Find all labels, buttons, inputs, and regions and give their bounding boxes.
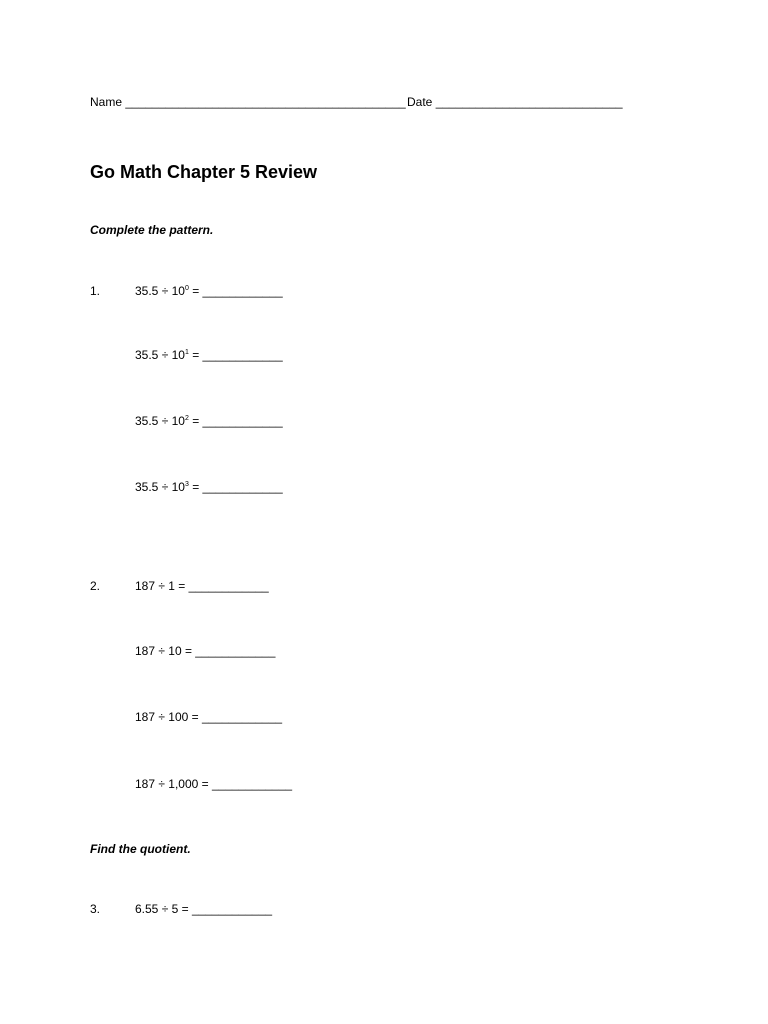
problem-1-line-3[interactable] (135, 414, 283, 428)
answer-blank[interactable]: = ____________ (188, 348, 283, 362)
name-label: Name (90, 95, 123, 109)
answer-blank[interactable]: = ____________ (188, 480, 283, 494)
expression-base: 35.5 ÷ 10 (135, 414, 185, 428)
problem-number-1: 1. (90, 284, 101, 298)
section-instruction-quotient: Find the quotient. (90, 842, 191, 856)
name-field[interactable] (90, 95, 406, 109)
answer-blank[interactable]: = ____________ (188, 414, 283, 428)
problem-1-line-1[interactable] (135, 284, 283, 298)
date-label: Date (407, 95, 433, 109)
section-instruction-pattern: Complete the pattern. (90, 223, 214, 237)
exponent: 0 (184, 285, 189, 292)
problem-2-line-1[interactable]: 187 ÷ 1 = ____________ (135, 579, 269, 593)
problem-3-line-1[interactable]: 6.55 ÷ 5 = ____________ (135, 902, 273, 916)
problem-2-line-4[interactable]: 187 ÷ 1,000 = ____________ (135, 777, 293, 791)
problem-1-line-4[interactable] (135, 480, 283, 494)
problem-number-3: 3. (90, 902, 101, 916)
expression-base: 35.5 ÷ 10 (135, 284, 185, 298)
expression-base: 35.5 ÷ 10 (135, 348, 185, 362)
page-title: Go Math Chapter 5 Review (90, 162, 318, 182)
problem-number-2: 2. (90, 579, 101, 593)
problem-2-line-2[interactable]: 187 ÷ 10 = ____________ (135, 644, 276, 658)
exponent: 2 (184, 415, 189, 422)
date-field[interactable] (407, 95, 623, 109)
problem-1-line-2[interactable] (135, 348, 283, 362)
answer-blank[interactable]: = ____________ (188, 284, 283, 298)
expression-base: 35.5 ÷ 10 (135, 480, 185, 494)
date-line[interactable]: ____________________________ (435, 95, 623, 109)
exponent: 1 (184, 349, 189, 356)
problem-2-line-3[interactable]: 187 ÷ 100 = ____________ (135, 710, 283, 724)
name-line[interactable]: __________________________________________ (125, 95, 406, 109)
exponent: 3 (184, 481, 189, 488)
